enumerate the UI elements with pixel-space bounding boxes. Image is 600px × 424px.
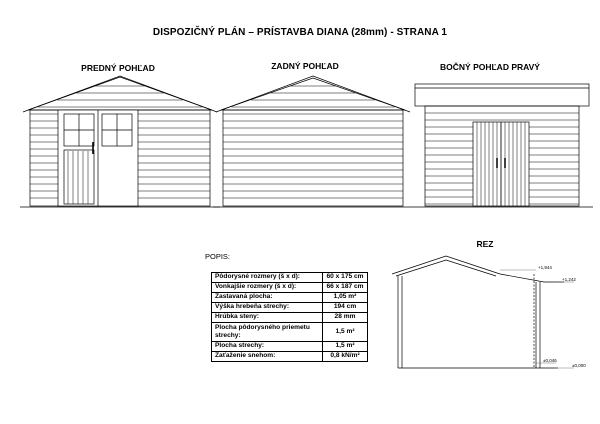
section-view-label: REZ [476,239,494,249]
side-view-drawing [413,78,593,214]
spec-value: 1,5 m² [323,323,368,342]
table-row [212,352,368,362]
spec-value: 194 cm [323,303,368,313]
page-title: DISPOZIČNÝ PLÁN – PRÍSTAVBA DIANA (28mm) - STRANA 1 [152,27,448,38]
spec-key: Výška hrebeňa strechy: [212,303,323,313]
spec-value: 66 x 187 cm [323,283,368,293]
table-row [212,273,368,283]
spec-key: Zaťaženie snehom: [212,352,323,362]
rear-view-label: ZADNÝ POHĽAD [271,61,339,71]
section-level-eave: +1,242 [562,277,576,282]
section-level-floor: ±0,046 [543,358,557,363]
spec-key: Vonkajšie rozmery (š x d): [212,283,323,293]
rear-view-drawing [213,74,413,210]
section-drawing [388,252,596,374]
spec-key: Hrúbka steny: [212,313,323,323]
spec-value: 60 x 175 cm [323,273,368,283]
spec-value: 28 mm [323,313,368,323]
spec-key: Plocha strechy: [212,342,323,352]
table-row [212,313,368,323]
spec-value: 1,05 m² [323,293,368,303]
spec-key: Zastavaná plocha: [212,293,323,303]
section-level-ridge: +1,944 [538,265,552,270]
spec-key: Pôdorysné rozmery (š x d): [212,273,323,283]
table-row [212,303,368,313]
table-row [212,323,368,342]
front-view-label: PREDNÝ POHĽAD [81,63,155,73]
table-row [212,293,368,303]
spec-value: 0,8 kN/m² [323,352,368,362]
popis-label: POPIS: [205,252,231,261]
table-row [212,342,368,352]
spec-table [211,272,368,362]
section-level-base: ±0,000 [572,363,586,368]
table-row [212,283,368,293]
side-view-label: BOČNÝ POHĽAD PRAVÝ [440,62,540,72]
spec-key: Plocha pôdorysného priemetu strechy: [212,323,323,342]
front-view-drawing [20,74,220,210]
spec-value: 1,5 m² [323,342,368,352]
